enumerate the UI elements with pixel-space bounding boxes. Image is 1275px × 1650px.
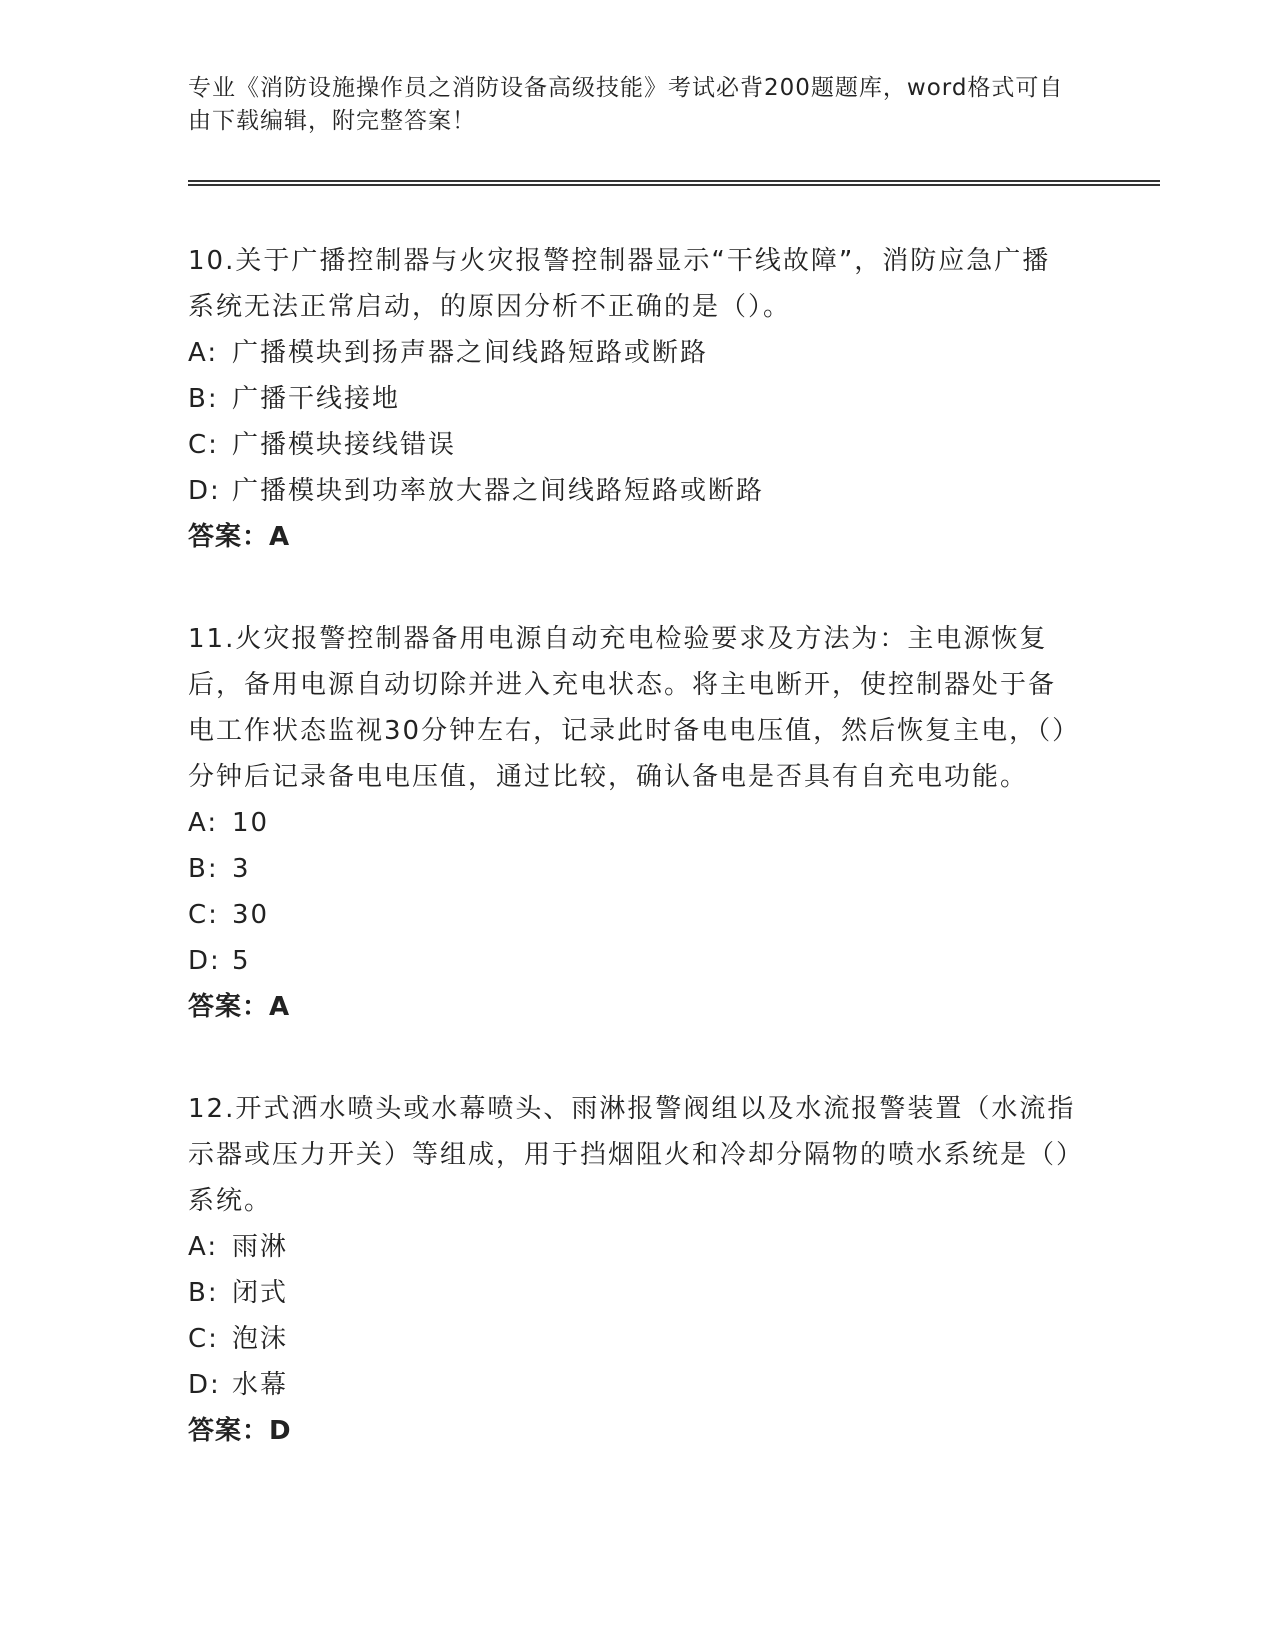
option-text: 广播模块到扬声器之间线路短路或断路 — [232, 338, 709, 368]
option-b — [188, 1270, 1160, 1316]
option-c — [188, 422, 1160, 468]
option-d — [188, 468, 1160, 514]
answer-line: 答案：D — [188, 1416, 292, 1446]
option-text: 广播模块到功率放大器之间线路短路或断路 — [232, 476, 765, 506]
question-stem: 11.火灾报警控制器备用电源自动充电检验要求及方法为：主电源恢复后，备用电源自动切除并进入充电状态。将主电断开，使控制器处于备电工作状态监视30分钟左右，记录此时备电电压值，然后恢复主电，（）分钟后记录备电电压值，通过比较，确认备电是否具有自充电功能。 — [188, 624, 1068, 792]
question-12 — [188, 1086, 1160, 1454]
option-text: 闭式 — [232, 1278, 289, 1308]
question-stem: 12.开式洒水喷头或水幕喷头、雨淋报警阀组以及水流报警装置（水流指示器或压力开关）等组成，用于挡烟阻火和冷却分隔物的喷水系统是（）系统。 — [188, 1094, 1076, 1216]
double-divider — [188, 180, 1160, 186]
option-letter: D: — [188, 476, 221, 506]
option-letter: D: — [188, 946, 221, 976]
document-intro: 专业《消防设施操作员之消防设备高级技能》考试必背200题题库，word格式可自由下载编辑，附完整答案！ — [188, 75, 1064, 134]
question-10 — [188, 238, 1160, 560]
option-text: 30 — [232, 900, 270, 930]
question-11 — [188, 616, 1160, 1030]
option-letter: C: — [188, 900, 219, 930]
option-letter: A: — [188, 1232, 219, 1262]
option-letter: A: — [188, 808, 219, 838]
option-text: 3 — [232, 854, 251, 884]
option-letter: B: — [188, 854, 219, 884]
option-text: 广播干线接地 — [232, 384, 401, 414]
option-letter: A: — [188, 338, 219, 368]
option-letter: D: — [188, 1370, 221, 1400]
option-text: 水幕 — [232, 1370, 289, 1400]
option-letter: C: — [188, 430, 219, 460]
answer-line: 答案：A — [188, 522, 291, 552]
option-d — [188, 1362, 1160, 1408]
option-text: 泡沫 — [232, 1324, 289, 1354]
option-text: 雨淋 — [232, 1232, 289, 1262]
option-c — [188, 1316, 1160, 1362]
option-text: 10 — [232, 808, 270, 838]
option-d — [188, 938, 1160, 984]
option-letter: B: — [188, 1278, 219, 1308]
option-text: 广播模块接线错误 — [232, 430, 457, 460]
question-stem: 10.关于广播控制器与火灾报警控制器显示“干线故障”，消防应急广播系统无法正常启动，的原因分析不正确的是（）。 — [188, 246, 1051, 322]
answer-line: 答案：A — [188, 992, 291, 1022]
option-letter: C: — [188, 1324, 219, 1354]
option-b — [188, 846, 1160, 892]
option-a — [188, 800, 1160, 846]
document-page — [188, 0, 1160, 1454]
option-a — [188, 1224, 1160, 1270]
option-text: 5 — [232, 946, 251, 976]
option-letter: B: — [188, 384, 219, 414]
option-a — [188, 330, 1160, 376]
option-c — [188, 892, 1160, 938]
option-b — [188, 376, 1160, 422]
